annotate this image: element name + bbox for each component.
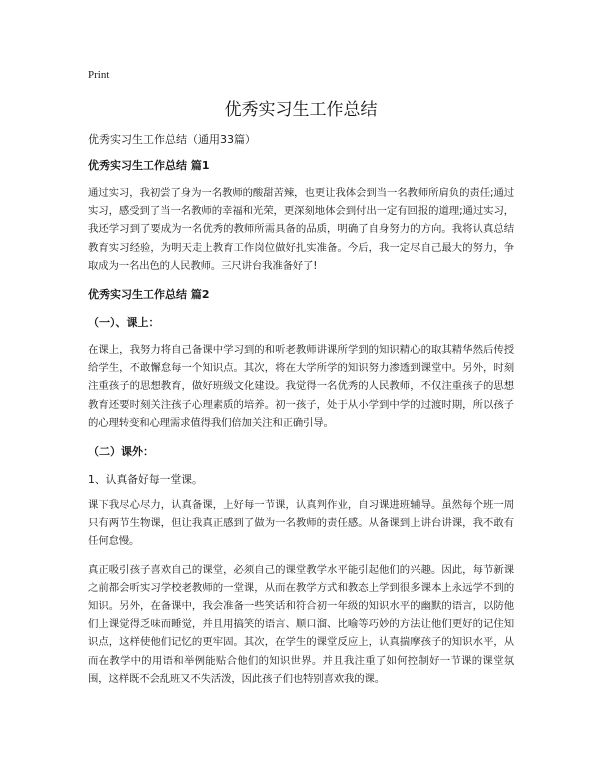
section-paragraph: 在课上，我努力将自己备课中学习到的和听老教师讲课所学到的知识精心的取其精华然后传授给学生，不敢懈怠每一个知识点。其次，将在大学所学的知识努力渗透到课堂中。另外，时刻注重孩子的思想教育，做好班级文化建设。我觉得一名优秀的人民教师，不仅注重孩子的思想教育还要时刻关注孩子心理素质的培养。初一孩子，处于从小学到中学的过渡时期，所以孩子的心理转变和心理需求值得我们倍加关注和正确引导。 (88, 344, 514, 429)
section-heading: 优秀实习生工作总结 篇2 (88, 288, 210, 302)
section-paragraph: 课下我尽心尽力，认真备课，上好每一节课，认真判作业，自习课进班辅导。虽然每个班一周只有两节生物课，但让我真正感到了做为一名教师的责任感。从备课到上讲台讲课，我不敢有任何怠慢。 (88, 499, 514, 548)
section-paragraph: 真正吸引孩子喜欢自己的课堂，必须自己的课堂教学水平能引起他们的兴趣。因此，每节新课之前都会听实习学校老教师的一堂课，从而在教学方式和教态上学到很多课本上永远学不到的知识。另外，在备课中，我会准备一些笑话和符合初一年级的知识水平的幽默的语言，以防他们上课觉得乏味而睡觉，并且用搞笑的语言、顺口溜、比喻等巧妙的方法让他们更好的记住知识点，这样使他们记忆的更牢固。其次，在学生的课堂反应上，认真揣摩孩子的知识水平，从而在教学中的用语和举例能贴合他们的知识世界。并且我注重了如何控制好一节课的课堂氛围，这样既不会乱班又不失活泼，因此孩子们也特别喜欢我的课。 (88, 563, 514, 685)
print-label[interactable]: Print (88, 69, 110, 81)
section-heading: 优秀实习生工作总结 篇1 (88, 159, 210, 172)
document-page (88, 68, 514, 698)
document-title: 优秀实习生工作总结 (224, 100, 378, 120)
sub-heading-after-class: （二）课外： (88, 445, 154, 459)
document-subtitle: 优秀实习生工作总结（通用33篇） (88, 133, 256, 146)
section-paragraph: 通过实习，我初尝了身为一名教师的酸甜苦辣，也更让我体会到当一名教师所肩负的责任;通过实习，感受到了当一名教师的幸福和光荣，更深刻地体会到付出一定有回报的道理;通过实习，我还学习到了要成为一名优秀的教师所需具备的品质，明确了自身努力的方向。我将认真总结教育实习经验，为明天走上教育工作岗位做好扎实准备。今后，我一定尽自己最大的努力，争取成为一名出色的人民教师。三尺讲台我准备好了! (88, 187, 514, 272)
section-2 (88, 285, 514, 688)
section-1 (88, 156, 514, 275)
sub-heading-in-class: （一）、课上： (88, 316, 160, 330)
list-item-label: 1、认真备好每一堂课。 (88, 473, 203, 487)
